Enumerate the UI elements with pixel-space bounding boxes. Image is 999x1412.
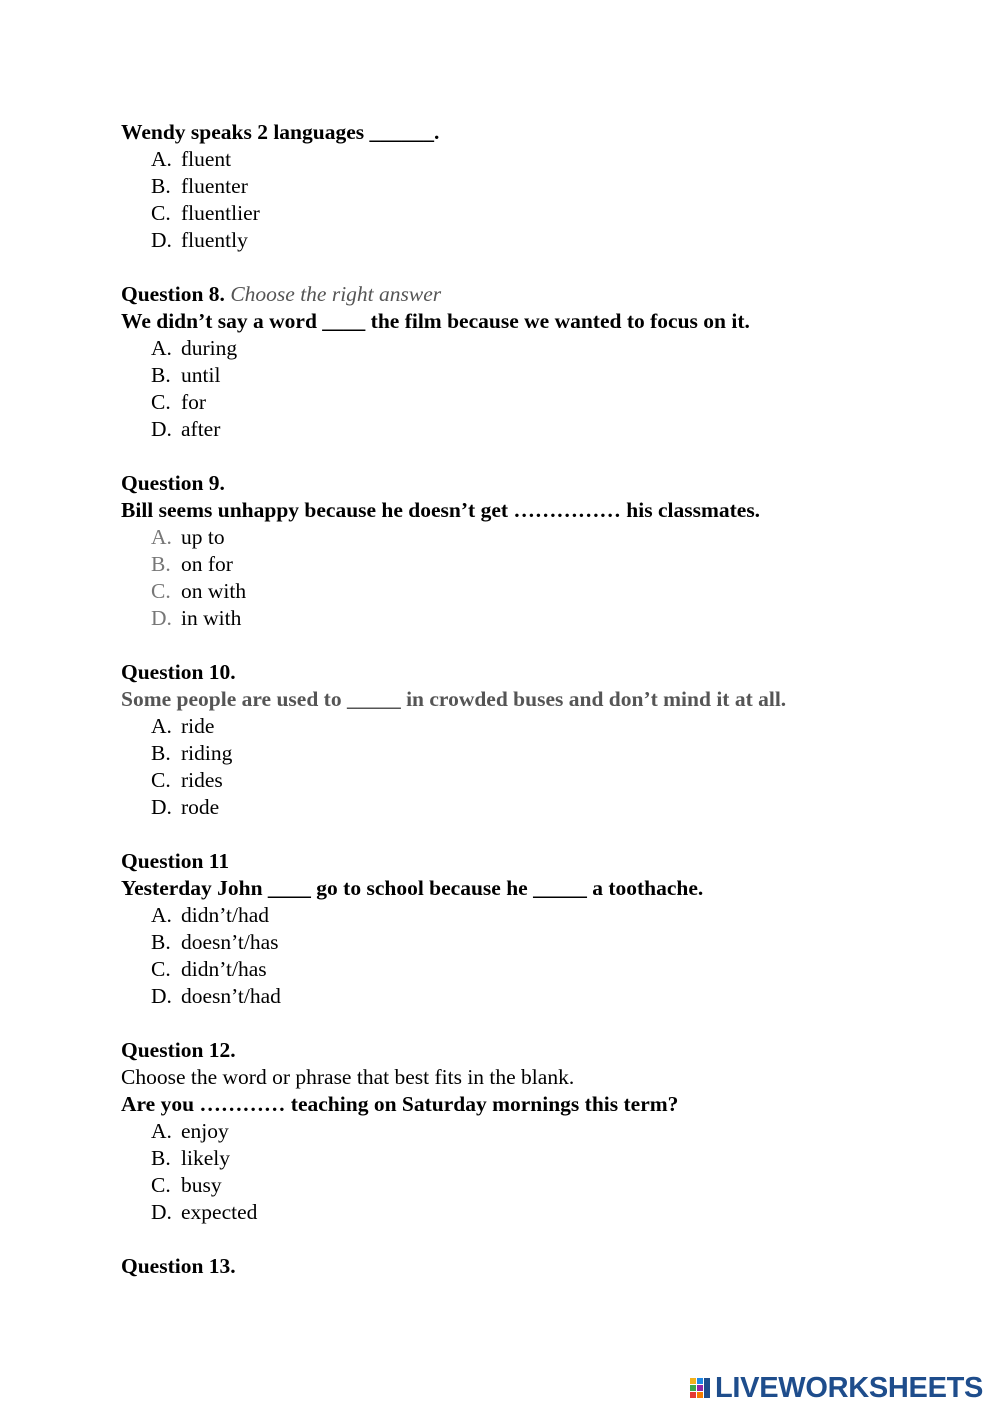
q7-option-a[interactable] bbox=[121, 146, 921, 173]
q7-option-c[interactable] bbox=[121, 200, 921, 227]
q9-stem: Bill seems unhappy because he doesn’t get …………… his classmates. bbox=[121, 498, 761, 522]
option-letter: C. bbox=[151, 201, 171, 225]
option-letter: B. bbox=[151, 930, 171, 954]
q9-option-a[interactable] bbox=[121, 524, 921, 551]
option-letter: D. bbox=[151, 795, 172, 819]
option-letter: D. bbox=[151, 417, 172, 441]
option-text: riding bbox=[181, 741, 233, 765]
option-text: on with bbox=[181, 579, 247, 603]
q10-option-b[interactable] bbox=[121, 740, 921, 767]
option-letter: B. bbox=[151, 552, 171, 576]
liveworksheets-logo[interactable] bbox=[690, 1371, 983, 1405]
q10-option-d[interactable] bbox=[121, 794, 921, 821]
q10-stem: Some people are used to _____ in crowded buses and don’t mind it at all. bbox=[121, 687, 787, 711]
q7-option-d[interactable] bbox=[121, 227, 921, 254]
option-letter: C. bbox=[151, 390, 171, 414]
q12-option-a[interactable] bbox=[121, 1118, 921, 1145]
option-text: fluenter bbox=[181, 174, 248, 198]
option-text: didn’t/has bbox=[181, 957, 267, 981]
option-text: on for bbox=[181, 552, 233, 576]
option-text: during bbox=[181, 336, 238, 360]
option-text: busy bbox=[181, 1173, 222, 1197]
q8-label: Question 8. bbox=[121, 282, 225, 306]
option-letter: C. bbox=[151, 1173, 171, 1197]
q8-option-a[interactable] bbox=[121, 335, 921, 362]
option-text: fluently bbox=[181, 228, 248, 252]
option-text: fluentlier bbox=[181, 201, 260, 225]
q10-option-a[interactable] bbox=[121, 713, 921, 740]
q7-stem: Wendy speaks 2 languages ______. bbox=[121, 120, 440, 144]
q8-instruction: Choose the right answer bbox=[230, 282, 442, 306]
option-text: until bbox=[181, 363, 221, 387]
option-letter: B. bbox=[151, 174, 171, 198]
option-letter: B. bbox=[151, 741, 171, 765]
option-letter: B. bbox=[151, 1146, 171, 1170]
spacer bbox=[121, 1226, 921, 1253]
spacer bbox=[121, 821, 921, 848]
q9-option-c[interactable] bbox=[121, 578, 921, 605]
option-text: enjoy bbox=[181, 1119, 229, 1143]
option-letter: D. bbox=[151, 984, 172, 1008]
option-letter: C. bbox=[151, 768, 171, 792]
spacer bbox=[121, 632, 921, 659]
option-text: after bbox=[181, 417, 221, 441]
option-text: doesn’t/had bbox=[181, 984, 281, 1008]
q11-option-c[interactable] bbox=[121, 956, 921, 983]
q12-instruction: Choose the word or phrase that best fits in the blank. bbox=[121, 1065, 575, 1089]
option-letter: D. bbox=[151, 1200, 172, 1224]
q12-label: Question 12. bbox=[121, 1038, 236, 1062]
option-text: expected bbox=[181, 1200, 258, 1224]
option-text: for bbox=[181, 390, 207, 414]
option-letter: D. bbox=[151, 228, 172, 252]
q11-label: Question 11 bbox=[121, 849, 230, 873]
option-text: likely bbox=[181, 1146, 230, 1170]
option-letter: B. bbox=[151, 363, 171, 387]
option-letter: C. bbox=[151, 579, 171, 603]
option-text: up to bbox=[181, 525, 225, 549]
q12-option-d[interactable] bbox=[121, 1199, 921, 1226]
option-letter: C. bbox=[151, 957, 171, 981]
logo-text: LIVEWORKSHEETS bbox=[715, 1371, 984, 1404]
option-text: in with bbox=[181, 606, 242, 630]
q12-option-c[interactable] bbox=[121, 1172, 921, 1199]
q10-label: Question 10. bbox=[121, 660, 236, 684]
liveworksheets-logo-icon bbox=[690, 1376, 712, 1400]
option-letter: A. bbox=[151, 525, 172, 549]
option-letter: A. bbox=[151, 1119, 172, 1143]
spacer bbox=[121, 1010, 921, 1037]
option-text: ride bbox=[181, 714, 215, 738]
q12-stem: Are you ………… teaching on Saturday mornings this term? bbox=[121, 1092, 679, 1116]
q8-option-c[interactable] bbox=[121, 389, 921, 416]
option-text: didn’t/had bbox=[181, 903, 269, 927]
q8-option-b[interactable] bbox=[121, 362, 921, 389]
q11-stem: Yesterday John ____ go to school because he _____ a toothache. bbox=[121, 876, 704, 900]
option-letter: A. bbox=[151, 336, 172, 360]
q12-option-b[interactable] bbox=[121, 1145, 921, 1172]
q8-option-d[interactable] bbox=[121, 416, 921, 443]
spacer bbox=[121, 443, 921, 470]
q8-header bbox=[121, 281, 921, 308]
q13-label: Question 13. bbox=[121, 1254, 236, 1278]
option-letter: A. bbox=[151, 147, 172, 171]
q8-stem: We didn’t say a word ____ the film because we wanted to focus on it. bbox=[121, 309, 750, 333]
q9-option-b[interactable] bbox=[121, 551, 921, 578]
q10-option-c[interactable] bbox=[121, 767, 921, 794]
option-text: fluent bbox=[181, 147, 232, 171]
q11-option-d[interactable] bbox=[121, 983, 921, 1010]
q11-option-b[interactable] bbox=[121, 929, 921, 956]
option-text: rode bbox=[181, 795, 220, 819]
option-text: doesn’t/has bbox=[181, 930, 279, 954]
q7-option-b[interactable] bbox=[121, 173, 921, 200]
q11-option-a[interactable] bbox=[121, 902, 921, 929]
spacer bbox=[121, 254, 921, 281]
option-letter: D. bbox=[151, 606, 172, 630]
option-letter: A. bbox=[151, 714, 172, 738]
q9-option-d[interactable] bbox=[121, 605, 921, 632]
option-letter: A. bbox=[151, 903, 172, 927]
q9-label: Question 9. bbox=[121, 471, 225, 495]
worksheet-page bbox=[121, 119, 921, 1280]
option-text: rides bbox=[181, 768, 223, 792]
